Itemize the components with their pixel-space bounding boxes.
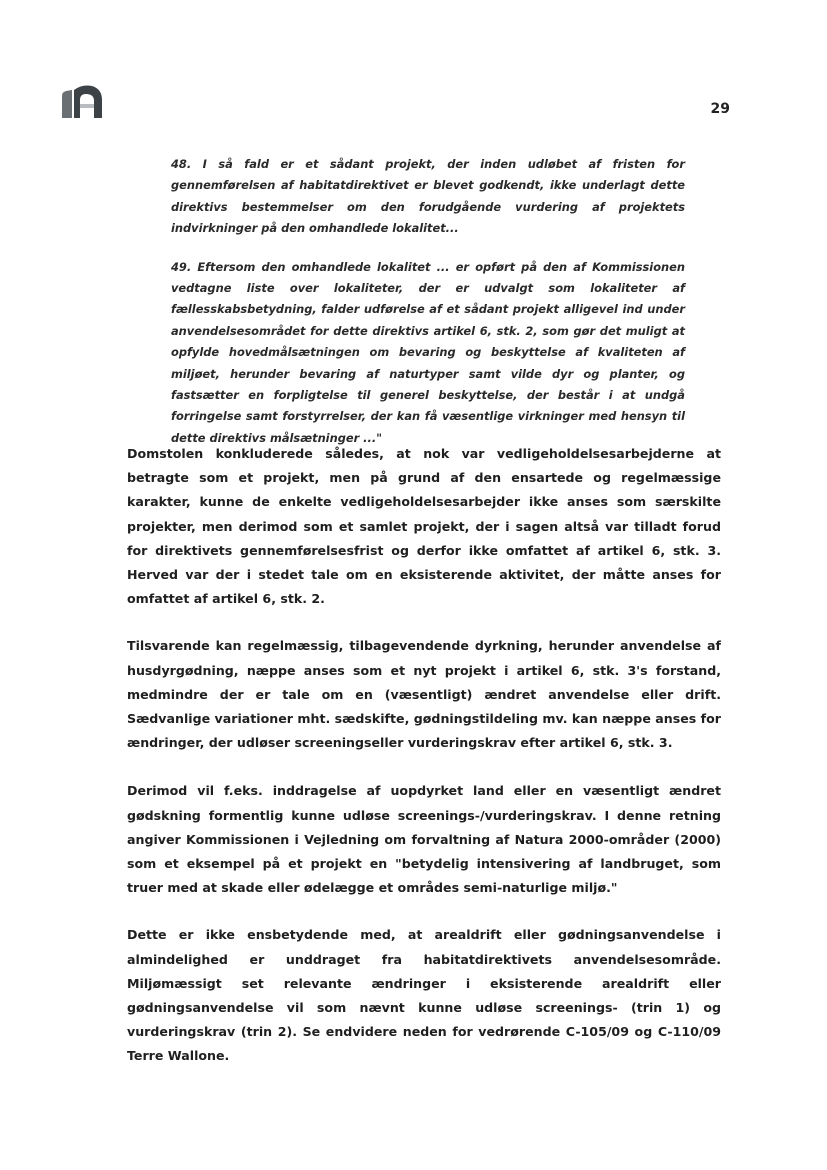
quote-paragraph-49: 49. Eftersom den omhandlede lokalitet ... er opført på den af Kommissionen vedtagne liste over lokaliteter, der er udvalgt som lokaliteter af fællesskabsbetydning, falder udførelse af et sådant projekt alligevel ind under anvendelsesområdet for dette direktivs artikel 6, stk. 2, som gør det muligt at opfylde hovedmålsætningen om bevaring og beskyttelse af kvaliteten af miljøet, herunder bevaring af naturtyper samt vilde dyr og planter, og fastsætter en forpligtelse til generel beskyttelse, der består i at undgå forringelse samt forstyrrelser, der kan få væsentlige virkninger med hensyn til dette direktivs målsætninger ..." bbox=[171, 259, 685, 445]
document-body bbox=[127, 442, 721, 1092]
body-paragraph: Domstolen konkluderede således, at nok var vedligeholdelsesarbejderne at betragte som et projekt, men på grund af den ensartede og regelmæssige karakter, kunne de enkelte vedligeholdelsesarbejder ikke anses som særskilte projekter, men derimod som et samlet projekt, der i sagen altså var tilladt forud for direktivets gennemførelsesfrist og derfor ikke omfattet af artikel 6, stk. 3. Herved var der i stedet tale om en eksisterende aktivitet, der måtte anses for omfattet af artikel 6, stk. 2. bbox=[127, 446, 721, 607]
domstol-logo-icon bbox=[60, 82, 106, 122]
quote-paragraph-48: 48. I så fald er et sådant projekt, der inden udløbet af fristen for gennemførelsen af habitatdirektivet er blevet godkendt, ikke underlagt dette direktivs bestemmelser om den forudgående vurdering af projektets indvirkninger på den omhandlede lokalitet... bbox=[171, 157, 685, 236]
quoted-judgment-excerpt bbox=[171, 154, 685, 466]
body-paragraph: Derimod vil f.eks. inddragelse af uopdyrket land eller en væsentligt ændret gødskning formentlig kunne udløse screenings-/vurderingskrav. I denne retning angiver Kommissionen i Vejledning om forvaltning af Natura 2000-områder (2000) som et eksempel på et projekt en "betydelig intensivering af landbruget, som truer med at skade eller ødelægge et områdes semi-naturlige miljø." bbox=[127, 783, 721, 896]
page-number: 29 bbox=[710, 101, 730, 117]
body-paragraph: Dette er ikke ensbetydende med, at arealdrift eller gødningsanvendelse i almindelighed er unddraget fra habitatdirektivets anvendelsesområde. Miljømæssigt set relevante ændringer i eksisterende arealdrift eller gødningsanvendelse vil som nævnt kunne udløse screenings- (trin 1) og vurderingskrav (trin 2). Se endvidere neden for vedrørende C-105/09 og C-110/09 Terre Wallone. bbox=[127, 927, 721, 1064]
body-paragraph: Tilsvarende kan regelmæssig, tilbagevendende dyrkning, herunder anvendelse af husdyrgødning, næppe anses som et nyt projekt i artikel 6, stk. 3's forstand, medmindre der er tale om en (væsentligt) ændret anvendelse eller drift. Sædvanlige variationer mht. sædskifte, gødningstildeling mv. kan næppe anses for ændringer, der udløser screeningseller vurderingskrav efter artikel 6, stk. 3. bbox=[127, 638, 721, 751]
